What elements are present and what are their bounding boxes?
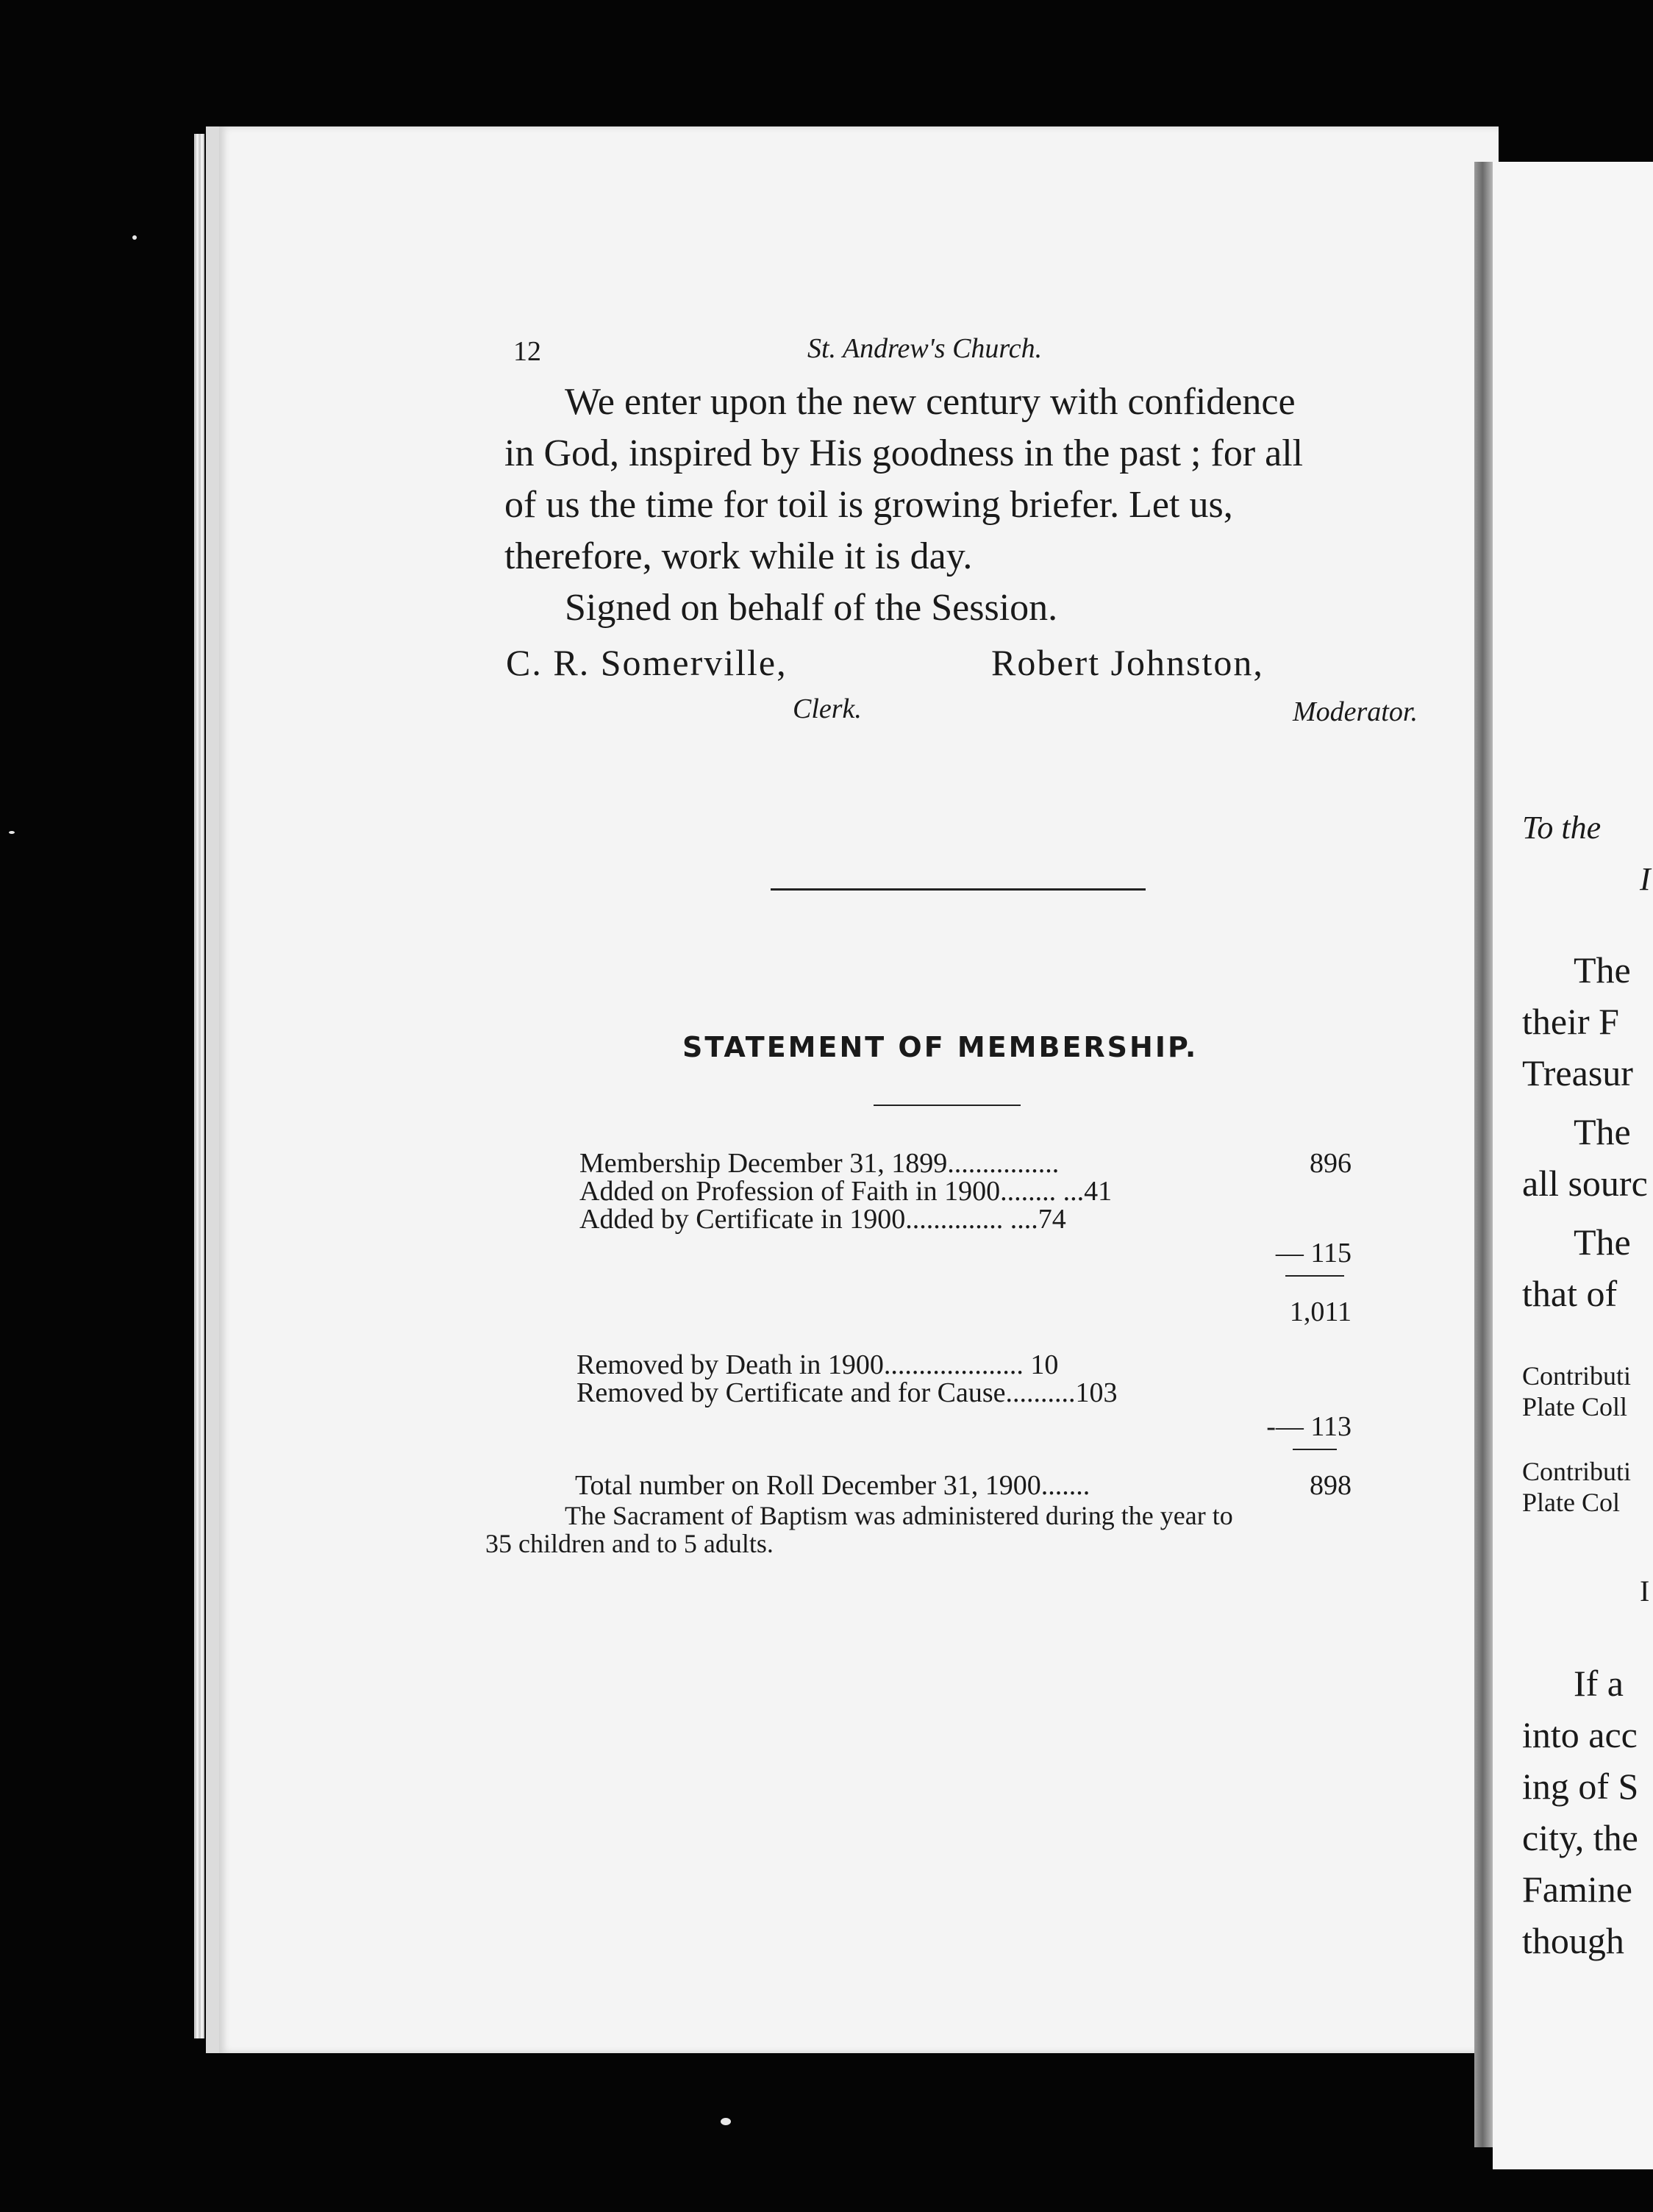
signer-name: C. R. Somerville, bbox=[506, 642, 788, 683]
running-head: St. Andrew's Church. bbox=[807, 333, 1043, 364]
section-divider bbox=[771, 888, 1146, 891]
membership-row: Membership December 31, 1899................ bbox=[579, 1148, 1060, 1179]
right-fragment: that of bbox=[1522, 1273, 1618, 1314]
signer-title: Clerk. bbox=[793, 693, 862, 724]
right-fragment: Contributi bbox=[1522, 1361, 1632, 1391]
right-page bbox=[1493, 162, 1653, 2169]
sum-rule bbox=[1285, 1275, 1344, 1277]
dust-speck bbox=[132, 235, 137, 240]
membership-subtotal: — 115 bbox=[1275, 1238, 1352, 1269]
right-fragment: ing of S bbox=[1522, 1766, 1639, 1807]
baptism-note-line: 35 children and to 5 adults. bbox=[485, 1529, 774, 1558]
right-fragment: Plate Coll bbox=[1522, 1392, 1627, 1421]
right-fragment: their F bbox=[1522, 1001, 1619, 1042]
right-fragment: The bbox=[1574, 1221, 1631, 1263]
dust-speck bbox=[9, 831, 15, 834]
signer-title: Moderator. bbox=[1293, 696, 1418, 727]
heading-rule bbox=[874, 1105, 1021, 1106]
right-fragment: Contributi bbox=[1522, 1457, 1632, 1486]
right-fragment: though bbox=[1522, 1920, 1624, 1961]
signer-name: Robert Johnston, bbox=[991, 642, 1264, 683]
right-fragment: To the bbox=[1522, 810, 1602, 846]
right-fragment: Plate Col bbox=[1522, 1488, 1620, 1517]
membership-subtotal: -— 113 bbox=[1266, 1411, 1352, 1442]
right-fragment: I bbox=[1640, 861, 1651, 897]
paragraph-line: We enter upon the new century with confidence bbox=[565, 381, 1296, 423]
right-fragment: I bbox=[1640, 1574, 1650, 1608]
paragraph-line: of us the time for toil is growing briefer. Let us, bbox=[504, 484, 1233, 526]
right-fragment: The bbox=[1574, 1111, 1631, 1152]
sum-rule bbox=[1293, 1449, 1337, 1450]
page-number: 12 bbox=[513, 336, 541, 367]
membership-total: 898 bbox=[1310, 1470, 1352, 1501]
right-fragment: all sourc bbox=[1522, 1163, 1648, 1204]
baptism-note-line: The Sacrament of Baptism was administered during the year to bbox=[565, 1501, 1233, 1530]
membership-row: Removed by Death in 1900.................... 10 bbox=[576, 1349, 1059, 1380]
right-fragment: Famine bbox=[1522, 1869, 1632, 1910]
right-fragment: The bbox=[1574, 949, 1631, 991]
membership-row: Added by Certificate in 1900.............. ....74 bbox=[579, 1204, 1066, 1235]
right-fragment: Treasur bbox=[1522, 1052, 1633, 1093]
dust-speck bbox=[721, 2118, 731, 2125]
page-edge bbox=[194, 134, 204, 2038]
right-fragment: If a bbox=[1574, 1663, 1624, 1704]
membership-total: 896 bbox=[1310, 1148, 1352, 1179]
statement-heading: STATEMENT OF MEMBERSHIP. bbox=[682, 1031, 1199, 1063]
membership-total: 1,011 bbox=[1289, 1296, 1352, 1327]
membership-row: Added on Profession of Faith in 1900........ ...41 bbox=[579, 1176, 1113, 1207]
right-fragment: into acc bbox=[1522, 1714, 1638, 1755]
book-gutter bbox=[1474, 162, 1495, 2147]
paragraph-line: therefore, work while it is day. bbox=[504, 535, 973, 577]
signed-line: Signed on behalf of the Session. bbox=[565, 587, 1058, 629]
left-page bbox=[206, 126, 1499, 2053]
right-fragment: city, the bbox=[1522, 1817, 1638, 1858]
membership-row: Total number on Roll December 31, 1900....... bbox=[575, 1470, 1090, 1501]
membership-row: Removed by Certificate and for Cause..........103 bbox=[576, 1377, 1118, 1408]
paragraph-line: in God, inspired by His goodness in the past ; for all bbox=[504, 432, 1304, 474]
